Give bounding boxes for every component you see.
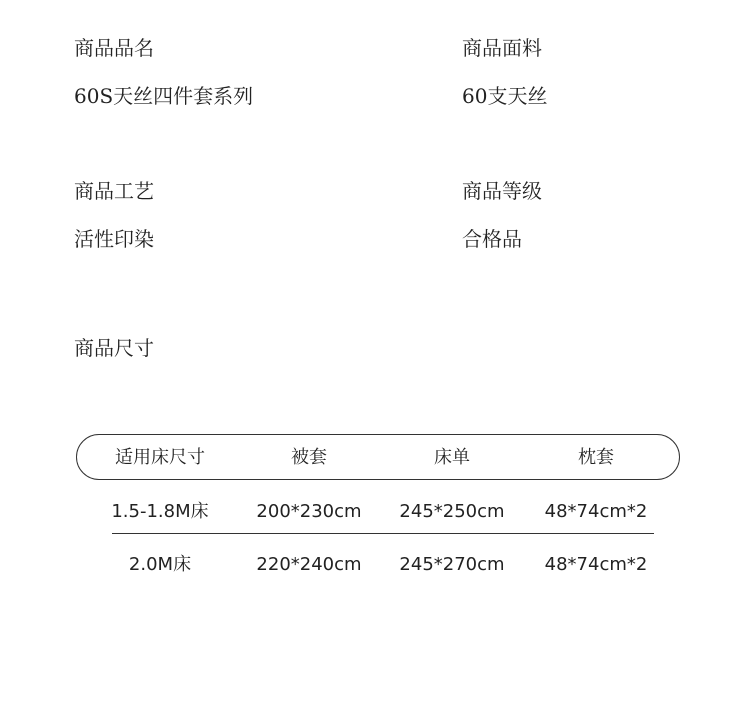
- product-grade-label: 商品等级: [462, 179, 542, 203]
- product-fabric-value: 60支天丝: [462, 84, 548, 108]
- row-1-duvet-cover: 200*230cm: [256, 501, 362, 522]
- product-fabric-label: 商品面料: [462, 36, 542, 60]
- row-2-duvet-cover: 220*240cm: [256, 554, 362, 575]
- row-2-pillowcase: 48*74cm*2: [544, 554, 648, 575]
- product-craft-label: 商品工艺: [74, 179, 154, 203]
- row-2-bed-size: 2.0M床: [128, 554, 192, 575]
- product-grade-value: 合格品: [462, 227, 522, 251]
- header-bed-sheet: 床单: [434, 447, 470, 468]
- header-bed-size: 适用床尺寸: [115, 447, 205, 468]
- row-1-bed-sheet: 245*250cm: [399, 501, 505, 522]
- product-name-value: 60S天丝四件套系列: [74, 84, 254, 108]
- header-duvet-cover: 被套: [291, 447, 327, 468]
- product-craft-value: 活性印染: [74, 227, 154, 251]
- product-size-label: 商品尺寸: [74, 336, 154, 360]
- row-divider: [112, 533, 654, 534]
- header-pillowcase: 枕套: [578, 447, 614, 468]
- row-1-pillowcase: 48*74cm*2: [544, 501, 648, 522]
- row-2-bed-sheet: 245*270cm: [399, 554, 505, 575]
- row-1-bed-size: 1.5-1.8M床: [111, 501, 209, 522]
- product-name-label: 商品品名: [74, 36, 154, 60]
